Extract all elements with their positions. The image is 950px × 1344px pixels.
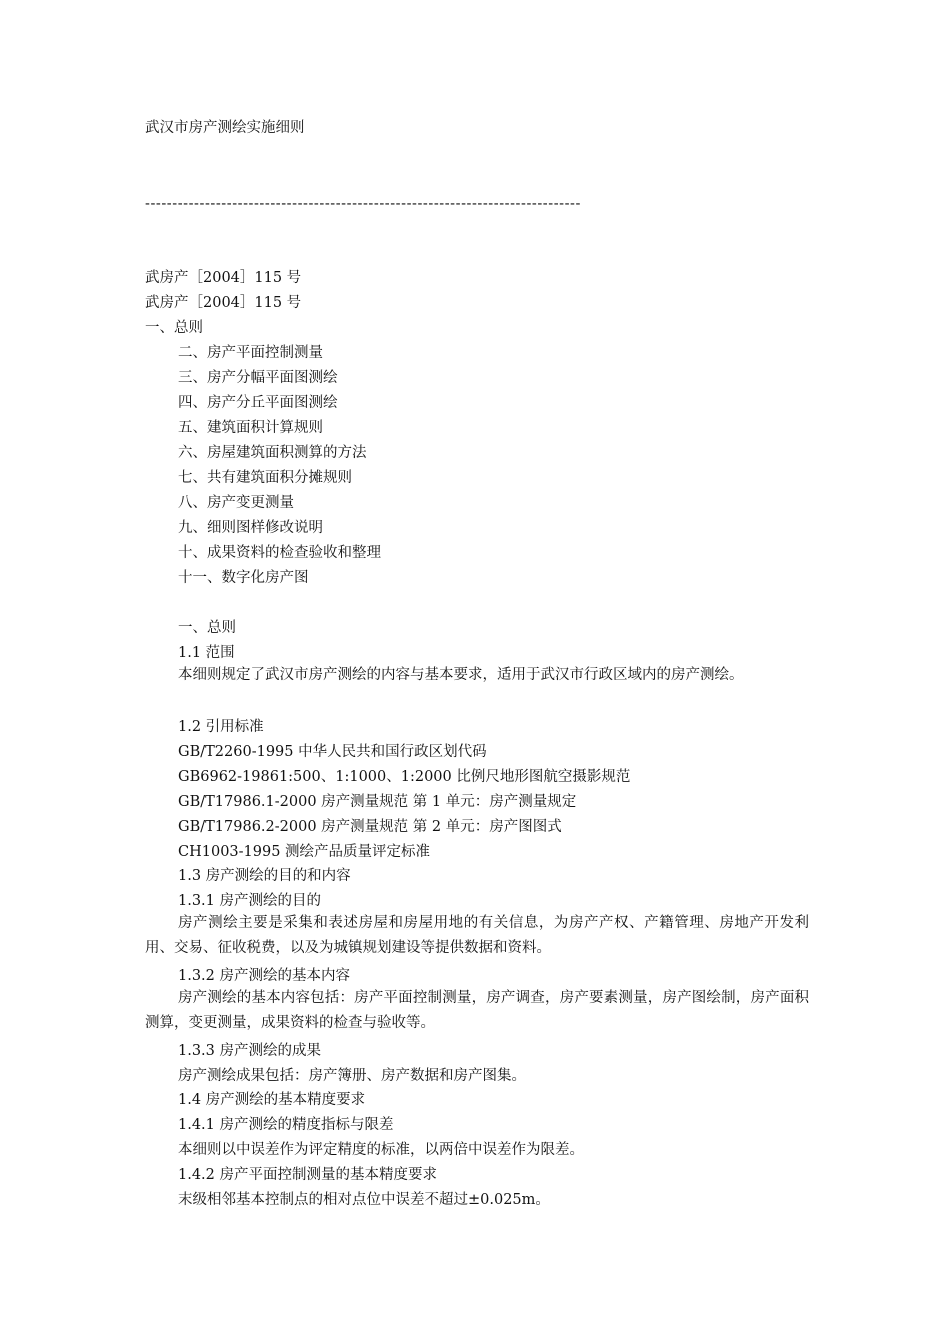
doc-number: 武房产［2004］115 号 <box>145 295 302 311</box>
toc-item: 四、房产分丘平面图测绘 <box>178 395 338 411</box>
toc-item: 九、细则图样修改说明 <box>178 520 323 536</box>
subsection-heading: 1.3.2 房产测绘的基本内容 <box>178 968 351 984</box>
reference-standard: GB/T17986.2-2000 房产测量规范 第 2 单元：房产图图式 <box>178 819 562 835</box>
toc-item: 一、总则 <box>145 320 203 336</box>
body-paragraph: 房产测绘成果包括：房产簿册、房产数据和房产图集。 <box>178 1068 526 1084</box>
separator-line: -------------------------------------------------------------------------------- <box>145 196 581 212</box>
subsection-heading: 1.1 范围 <box>178 645 235 661</box>
document-title: 武汉市房产测绘实施细则 <box>145 120 305 136</box>
reference-standard: GB/T17986.1-2000 房产测量规范 第 1 单元：房产测量规定 <box>178 794 577 810</box>
subsection-heading: 1.3.3 房产测绘的成果 <box>178 1043 322 1059</box>
body-paragraph: 房产测绘主要是采集和表述房屋和房屋用地的有关信息，为房产产权、产籍管理、房地产开发利用、交易、征收税费，以及为城镇规划建设等提供数据和资料。 <box>145 915 809 956</box>
toc-item: 六、房屋建筑面积测算的方法 <box>178 445 367 461</box>
subsection-heading: 1.2 引用标准 <box>178 719 264 735</box>
body-paragraph: 本细则以中误差作为评定精度的标准，以两倍中误差作为限差。 <box>178 1142 584 1158</box>
toc-item: 七、共有建筑面积分摊规则 <box>178 470 352 486</box>
reference-standard: CH1003-1995 测绘产品质量评定标准 <box>178 844 431 860</box>
toc-item: 十一、数字化房产图 <box>178 570 309 586</box>
subsection-heading: 1.4.1 房产测绘的精度指标与限差 <box>178 1117 394 1133</box>
toc-item: 二、房产平面控制测量 <box>178 345 323 361</box>
toc-item: 八、房产变更测量 <box>178 495 294 511</box>
doc-number: 武房产［2004］115 号 <box>145 270 302 286</box>
reference-standard: GB6962-19861:500、1:1000、1:2000 比例尺地形图航空摄影规范 <box>178 769 631 785</box>
body-paragraph: 末级相邻基本控制点的相对点位中误差不超过±0.025m。 <box>178 1192 550 1208</box>
toc-item: 三、房产分幅平面图测绘 <box>178 370 338 386</box>
toc-item: 十、成果资料的检查验收和整理 <box>178 545 381 561</box>
subsection-heading: 1.3.1 房产测绘的目的 <box>178 893 322 909</box>
body-paragraph: 房产测绘的基本内容包括：房产平面控制测量，房产调查，房产要素测量，房产图绘制，房产面积测算，变更测量，成果资料的检查与验收等。 <box>145 990 809 1031</box>
body-paragraph: 本细则规定了武汉市房产测绘的内容与基本要求，适用于武汉市行政区域内的房产测绘。 <box>178 667 744 683</box>
subsection-heading: 1.4.2 房产平面控制测量的基本精度要求 <box>178 1167 438 1183</box>
subsection-heading: 1.4 房产测绘的基本精度要求 <box>178 1092 366 1108</box>
reference-standard: GB/T2260-1995 中华人民共和国行政区划代码 <box>178 744 487 760</box>
subsection-heading: 1.3 房产测绘的目的和内容 <box>178 868 351 884</box>
section-heading: 一、总则 <box>178 620 236 636</box>
toc-item: 五、建筑面积计算规则 <box>178 420 323 436</box>
